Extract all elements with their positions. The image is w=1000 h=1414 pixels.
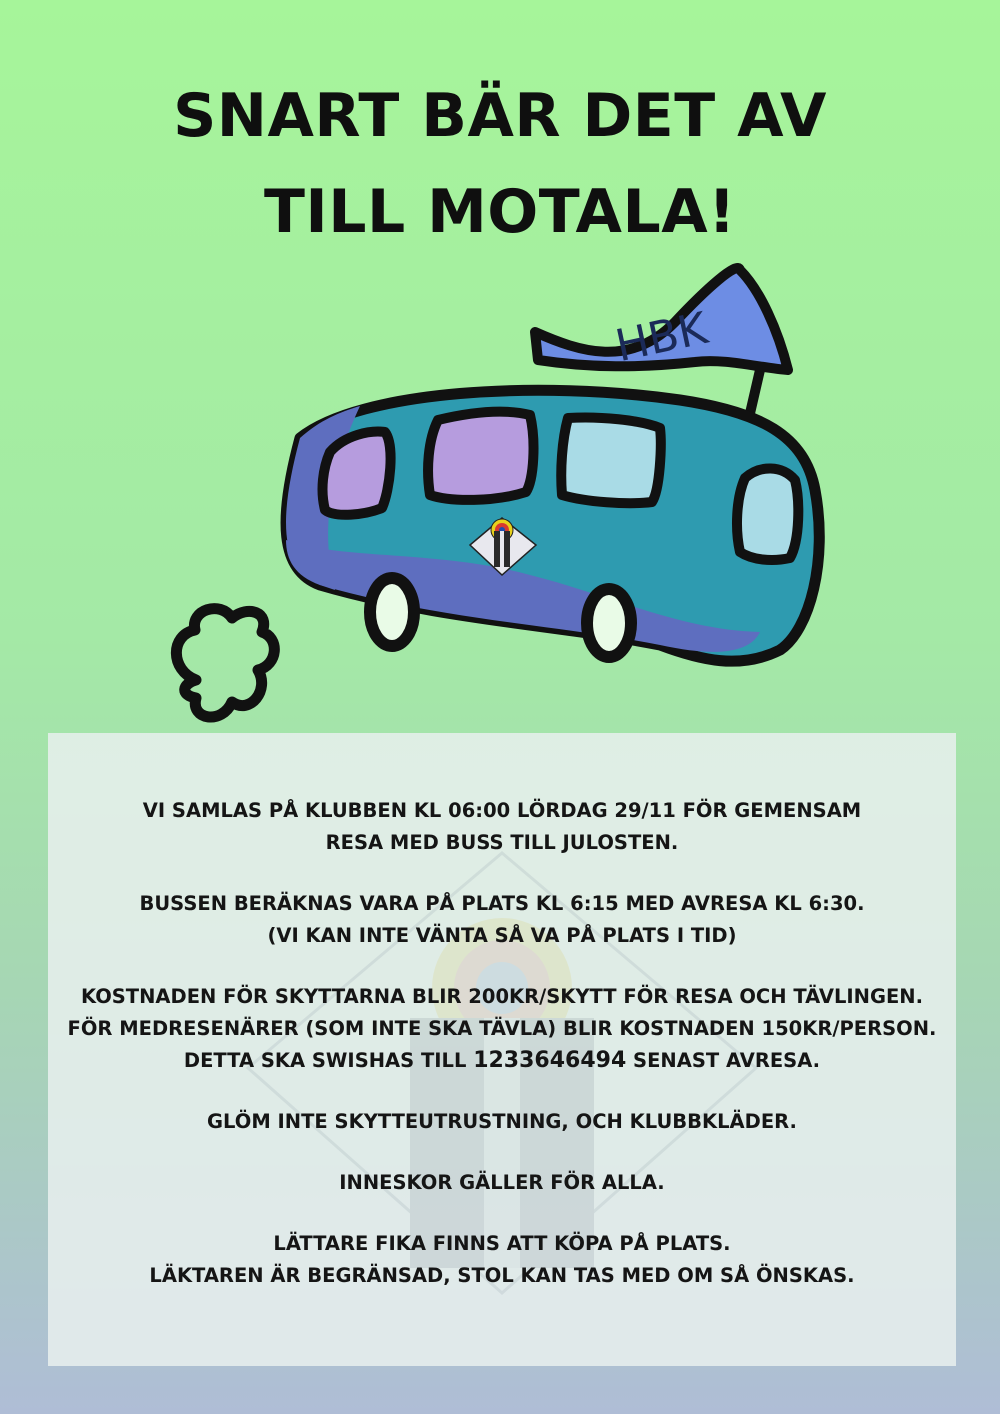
bus-window-1 — [323, 432, 391, 515]
cost-line-1: KOSTNADEN FÖR SKYTTARNA BLIR 200KR/SKYTT FÖR RESA OCH TÄVLINGEN. — [80, 985, 924, 1008]
meeting-line-1: VI SAMLAS PÅ KLUBBEN KL 06:00 LÖRDAG 29/11 FÖR GEMENSAM — [142, 799, 862, 822]
bus-window-3 — [561, 417, 660, 503]
swish-number: 1233646494 — [473, 1048, 627, 1073]
meeting-info — [48, 795, 956, 859]
fika-info — [48, 1228, 956, 1292]
bus-line-1: BUSSEN BERÄKNAS VARA PÅ PLATS KL 6:15 MED AVRESA KL 6:30. — [139, 892, 865, 915]
cost-line-3 — [48, 1045, 956, 1077]
fika-line-2: LÄKTAREN ÄR BEGRÄNSAD, STOL KAN TAS MED OM SÅ ÖNSKAS. — [149, 1264, 855, 1287]
poster-title — [0, 68, 1000, 260]
bus-illustration — [160, 240, 840, 760]
info-text — [48, 795, 956, 1321]
cost-info — [48, 981, 956, 1077]
info-panel — [48, 733, 956, 1366]
equipment-info — [48, 1106, 956, 1138]
bus-wheel-rear — [370, 578, 414, 646]
bus-wheel-front — [587, 589, 631, 657]
cost-line-2: FÖR MEDRESENÄRER (SOM INTE SKA TÄVLA) BLIR KOSTNADEN 150KR/PERSON. — [67, 1017, 937, 1040]
swish-prefix: DETTA SKA SWISHAS TILL — [183, 1049, 474, 1072]
bus-info — [48, 888, 956, 952]
title-line-1: SNART BÄR DET AV — [173, 81, 827, 151]
exhaust-cloud — [176, 609, 274, 717]
bus-window-4 — [737, 468, 798, 560]
title-line-2: TILL MOTALA! — [263, 177, 737, 247]
equipment-line: GLÖM INTE SKYTTEUTRUSTNING, OCH KLUBBKLÄDER. — [207, 1110, 797, 1133]
meeting-line-2: RESA MED BUSS TILL JULOSTEN. — [325, 831, 679, 854]
shoes-line: INNESKOR GÄLLER FÖR ALLA. — [339, 1171, 665, 1194]
shoes-info — [48, 1167, 956, 1199]
flag-text: HBK — [611, 303, 712, 373]
bus-window-2 — [428, 412, 533, 500]
swish-suffix: SENAST AVRESA. — [626, 1049, 821, 1072]
fika-line-1: LÄTTARE FIKA FINNS ATT KÖPA PÅ PLATS. — [273, 1232, 731, 1255]
bus-line-2: (VI KAN INTE VÄNTA SÅ VA PÅ PLATS I TID) — [267, 924, 737, 947]
